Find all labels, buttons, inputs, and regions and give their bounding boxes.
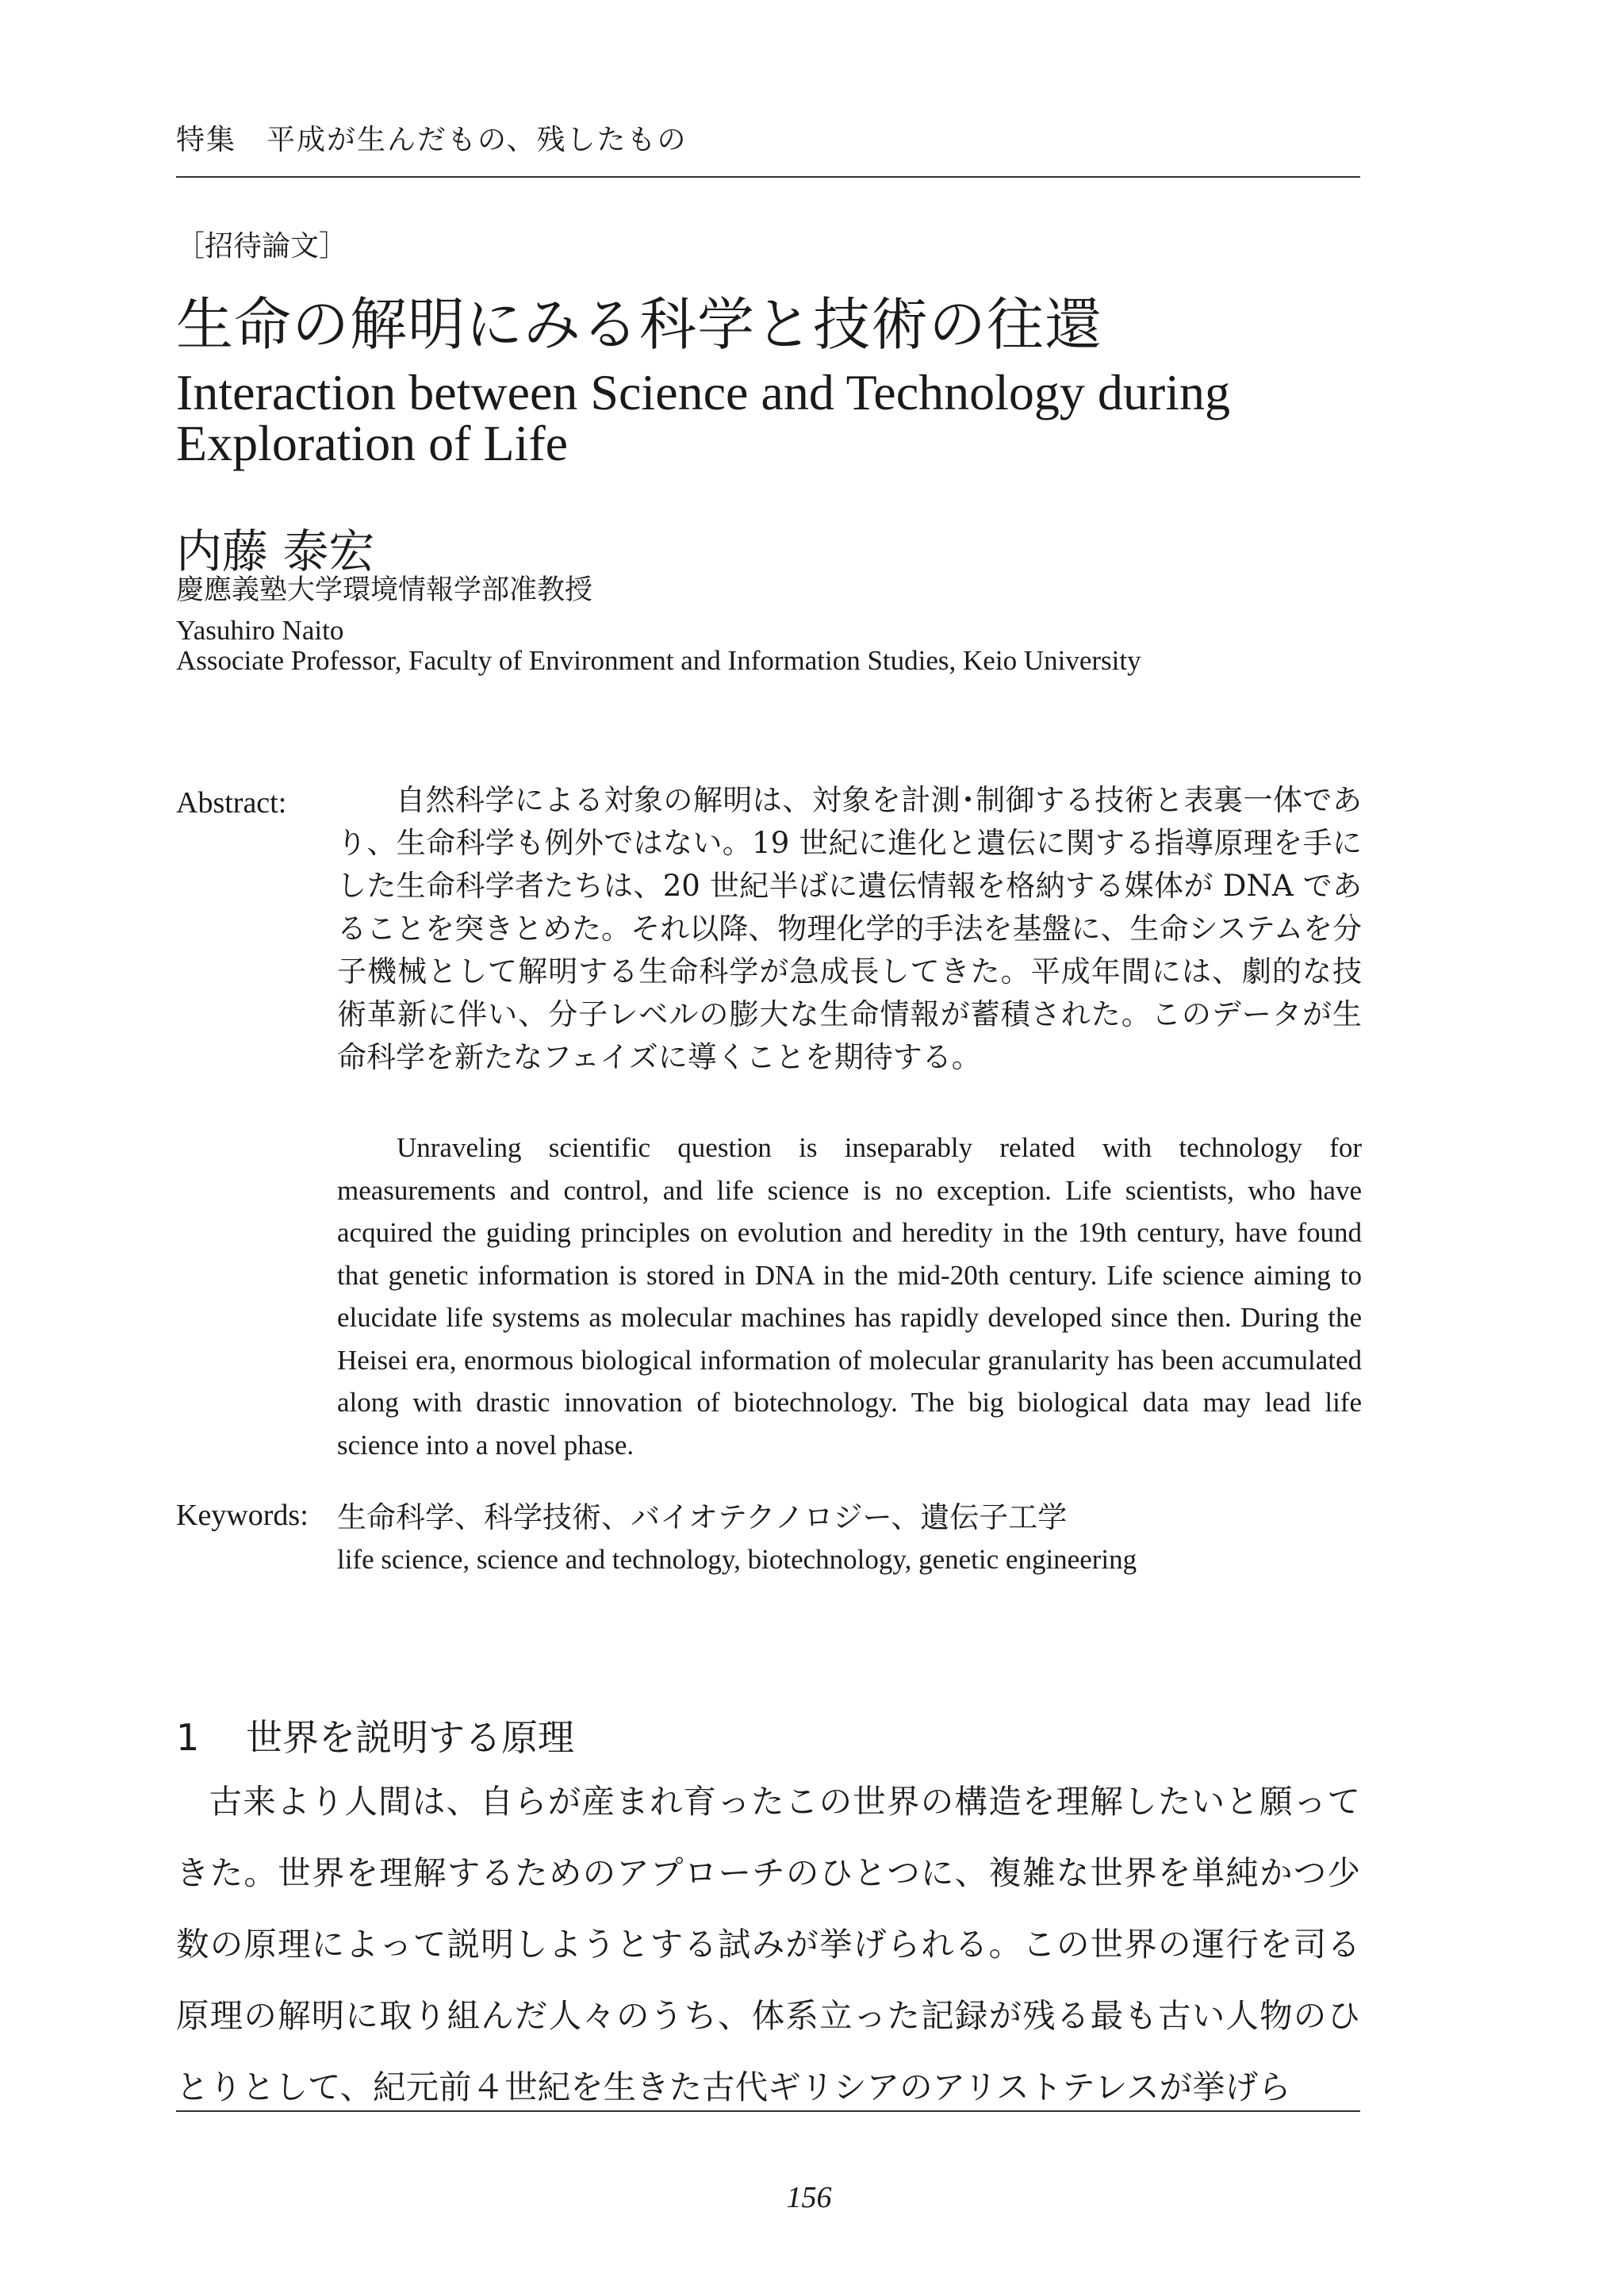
footer-rule [176,2110,1360,2112]
running-head: 特集 平成が生んだもの、残したもの [176,124,688,156]
keywords-english: life science, science and technology, biotechnology, genetic engineering [337,1544,1137,1575]
section-title: 世界を説明する原理 [246,1716,574,1759]
page-number: 156 [786,2181,832,2214]
header-rule [176,176,1360,178]
section-number: 1 [176,1716,200,1759]
author-affiliation-japanese: 慶應義塾大学環境情報学部准教授 [176,574,593,606]
author-name-english: Yasuhiro Naito [176,615,344,646]
title-japanese: 生命の解明にみる科学と技術の往還 [176,291,1103,358]
keywords-japanese: 生命科学、科学技術、バイオテクノロジー、遺伝子工学 [337,1500,1068,1534]
section-heading [176,1709,574,1761]
keywords-label: Keywords: [176,1499,309,1532]
body-paragraph: 古来より人間は、自らが産まれ育ったこの世界の構造を理解したいと願ってきた。世界を理解するためのアプローチのひとつに、複雑な世界を単純かつ少数の原理によって説明しようとする試みが挙げられる。この世界の運行を司る原理の解明に取り組んだ人々のうち、体系立った記録が残る最も古い人物のひとりとして、紀元前４世紀を生きた古代ギリシアのアリストテレスが挙げら [176,1782,1360,2106]
article-type: ［招待論文］ [176,230,348,263]
author-name-japanese: 内藤 泰宏 [176,524,375,578]
abstract-english: Unraveling scientific question is inseparably related with technology for measurements and control, and life science is no exception. Life scientists, who have acquired the guiding principles on evolution and heredity in the 19th century, have found that genetic information is stored in DNA in the mid-20th century. Life science aiming to elucidate life systems as molecular machines has rapidly developed since then. During the Heisei era, enormous biological information of molecular granularity has been accumulated along with drastic innovation of biotechnology. The big biological data may lead life science into a novel phase. [337,1132,1362,1461]
abstract-japanese: 自然科学による対象の解明は、対象を計測･制御する技術と表裏一体であり、生命科学も例外ではない。19 世紀に進化と遺伝に関する指導原理を手にした生命科学者たちは、20 世紀半ばに遺伝情報を格納する媒体が DNA であることを突きとめた。それ以降、物理化学的手法を基盤に、生命システムを分子機械として解明する生命科学が急成長してきた。平成年間には、劇的な技術革新に伴い、分子レベルの膨大な生命情報が蓄積された。このデータが生命科学を新たなフェイズに導くことを期待する。 [337,783,1362,1074]
title-english: Interaction between Science and Technology during Exploration of Life [176,364,1230,471]
abstract-label: Abstract: [176,786,287,820]
author-affiliation-english: Associate Professor, Faculty of Environment and Information Studies, Keio University [176,645,1141,676]
